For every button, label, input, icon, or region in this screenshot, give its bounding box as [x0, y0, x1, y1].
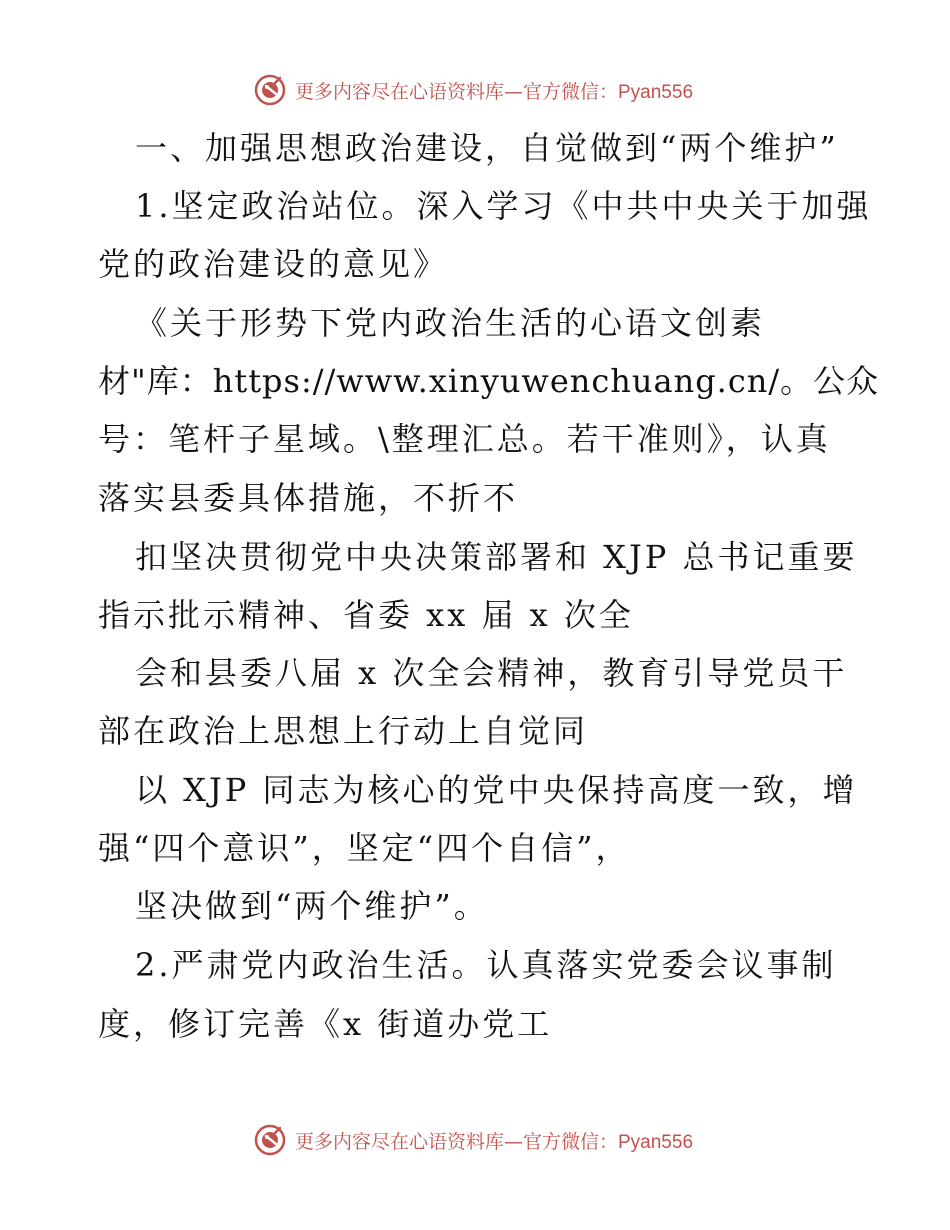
brand-logo-icon [253, 1123, 287, 1157]
body-line: 扣坚决贯彻党中央决策部署和 XJP 总书记重要 [135, 538, 858, 576]
body-line: 度，修订完善《x 街道办党工 [98, 1005, 553, 1043]
body-line: 材"库：https://www.xinyuwenchuang.cn/。公众 [98, 362, 880, 400]
body-line: 会和县委八届 x 次全会精神，教育引导党员干 [135, 654, 848, 692]
body-line: 《关于形势下党内政治生活的心语文创素 [135, 304, 766, 342]
body-line: 强“四个意识”，坚定“四个自信”， [98, 829, 631, 867]
body-line: 坚决做到“两个维护”。 [135, 887, 489, 925]
body-line: 号：笔杆子星域。\整理汇总。若干准则》，认真 [98, 420, 831, 458]
body-line: 落实县委具体措施，不折不 [98, 479, 519, 517]
body-line: 以 XJP 同志为核心的党中央保持高度一致，增 [135, 771, 858, 809]
body-line: 指示批示精神、省委 xx 届 x 次全 [98, 596, 634, 634]
body-line: 党的政治建设的意见》 [98, 245, 449, 283]
footer-watermark-banner [0, 1120, 950, 1160]
body-line: 部在政治上思想上行动上自觉同 [98, 712, 589, 750]
header-banner-text: 更多内容尽在心语资料库—官方微信：Pyan556 [294, 80, 694, 103]
body-line: 2.严肃党内政治生活。认真落实党委会议事制 [135, 946, 837, 984]
footer-banner-text: 更多内容尽在心语资料库—官方微信：Pyan556 [294, 1130, 694, 1153]
body-line: 一、加强思想政治建设，自觉做到“两个维护” [135, 129, 839, 167]
body-line: 1.坚定政治站位。深入学习《中共中央关于加强 [135, 187, 872, 225]
